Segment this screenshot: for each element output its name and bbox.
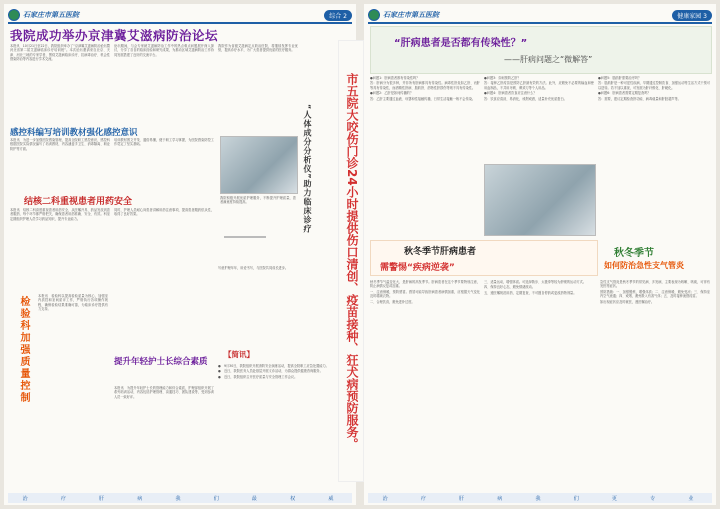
news-brief-list: ● 9月30日，我院组织开展消防安全演练活动，提高全院职工应急处置能力。 ● 近日，我院医务人员赴基层开展义诊活动，为群众提供健康咨询服务。 ● 近日，我院组织召开医疗质量与安全管理工作会议。 [218,364,329,379]
side-article: 写意护理年年，用爱书写，与医院共同成长进步。 [218,266,289,270]
left-page [4,4,356,505]
lab-article: 本报讯 检验科以提高检验质量为核心，加强室内质控和室间质评工作，严格执行各项操作规程，确保检验结果准确可靠，为临床诊疗提供有力支持。 [38,294,108,312]
lead-article-col-3: 我院作为省级艾滋病定点收治医院，将继续发挥专业优势，提高诊疗水平，为广大患者提供优质的医疗服务。 [218,44,298,53]
left-footer-char: 最 [251,495,261,502]
left-footer-char: 病 [137,495,147,502]
autumn-title: 秋冬季节肝病患者 [404,247,477,257]
season-subtitle: 如何防治急性支气管炎 [604,261,684,270]
bronchitis-article: 急性支气管炎是秋冬季节的常见病、多发病，主要表现为咳嗽、咳痰，可伴有发热等症状。 预防措施：一、加强锻炼，增强体质；二、注意保暖，避免受凉；三、保持室内空气流通；四、戒烟，避免吸入有害气体；五、及时接种流感疫苗。 如出现症状应及时就医，遵医嘱治疗。 [600,280,710,304]
right-footer-char: 疗 [420,495,430,502]
qa-col-2: ●问题3：如何预防乙肝？ 答：接种乙肝疫苗是预防乙肝最有效的方法。此外，应避免不必要的输血和使用血制品，不共用牙刷、剃须刀等个人用品。 ●问题4：肝病患者饮食应注意什么？ 答：饮食应清淡、易消化，戒烟戒酒，适量补充优质蛋白。 [484,76,594,101]
spacer [224,236,266,238]
hospital-logo-icon [8,9,20,21]
left-footer-char: 治 [22,495,32,502]
left-footer-char: 威 [328,495,338,502]
right-brand [368,9,439,21]
right-footer-char: 治 [382,495,392,502]
left-masthead [8,8,352,24]
left-footer-char: 我 [175,495,185,502]
news-brief-label: 【简讯】 [224,350,254,359]
headline-head-nurse: 提升年轻护士长综合素质 [114,357,208,367]
right-footer-char: 病 [497,495,507,502]
right-section-tag: 健康家园 3 [672,10,712,21]
vertical-headline-lab: 检验科加强质量控制 [18,296,29,404]
nurse-article: 本报讯 为提升年轻护士长的管理能力和综合素质，护理部组织开展了系列培训活动，内容包括护理管理、沟通技巧、团队建设等，受到参训人员一致好评。 [114,386,214,399]
lead-article-col-2: 论坛期间，与会专家就艾滋病防治工作中的热点难点问题展开深入探讨，分享了各自的临床经验和研究成果，为推动区域艾滋病防治工作协同发展搭建了良好的交流平台。 [114,44,214,57]
left-brand-name: 石家庄市第五医院 [23,10,79,19]
right-footer-char: 更 [611,495,621,502]
autumn-col-2: 三、适量运动，增强体质。可选择散步、太极拳等较为舒缓的运动方式。 四、保持良好心态，避免情绪波动。 五、遵医嘱规范用药，定期复查，不可擅自停药或更改药物剂量。 [484,280,586,295]
hospital-logo-icon [368,9,380,21]
right-masthead [368,8,712,24]
season-title: 秋冬季节 [614,248,654,259]
left-footer-char: 们 [213,495,223,502]
right-footer-char: 我 [535,495,545,502]
left-footer-char: 肝 [99,495,109,502]
headline-tb-ward: 结核二科重视患者用药安全 [24,197,133,207]
left-footer-char: 疗 [60,495,70,502]
lead-headline: 我院成功举办京津冀艾滋病防治论坛 [10,28,219,43]
left-footer [8,493,352,503]
question-title: “肝病患者是否都有传染性？” [394,38,528,49]
headline-infection-control: 感控科编写培训教材强化感控意识 [10,128,138,138]
qa-col-1: ●问题1：肝病患者都有传染性吗？ 答：肝病分为很多种，并非所有肝病都具有传染性。病毒性肝炎如乙肝、丙肝等具有传染性，而酒精性肝病、脂肪肝、药物性肝损伤等则不具有传染性。 ●问题2：乙肝是如何传播的？ 答：乙肝主要通过血液、母婴和性接触传播，日常生活接触一般不会传染。 [370,76,480,101]
question-subtitle: ——肝病问题之“微解答” [504,55,593,64]
right-page [364,4,716,505]
doctor-photo [484,164,596,236]
infection-article-col-1: 本报讯 为进一步加强医院感染管理，提高全院职工感控意识，感控科根据医院实际情况编写了培训教材，内容涵盖手卫生、消毒隔离、职业防护等方面。 [10,138,110,151]
right-brand-name: 石家庄市第五医院 [383,10,439,19]
news-photo-1 [220,136,298,194]
qa-col-3: ●问题5：脂肪肝需要治疗吗？ 答：脂肪肝是一种可逆性疾病，早期通过控制饮食、加强运动等生活方式干预可以逆转。若不加以重视，可发展为肝纤维化、肝硬化。 ●问题6：肝病患者需要定期复查吗？ 答：需要，建议定期检查肝功能、病毒载量和肝脏超声等。 [598,76,710,101]
autumn-col-1: 秋冬季节气温变化大，是肝病的高发季节。肝病患者在这个季节要特别注意，防止病情反复或加重。 一、注意保暖，预防感冒。感冒可能导致肝病患者病情加重，应根据天气变化及时增减衣物。 二、合理饮食，避免进补过度。 [370,280,480,304]
right-footer [368,493,712,503]
center-banner: 市五院大咬伤门诊24小时提供伤口清创、疫苗接种、狂犬病预防服务。 [338,40,364,482]
infection-article-col-2: 培训教材图文并茂、通俗易懂，便于职工学习掌握，为医院感染防控工作奠定了坚实基础。 [114,138,214,147]
left-footer-char: 权 [290,495,300,502]
right-footer-char: 业 [688,495,698,502]
left-brand [8,9,79,21]
lead-article-col-1: 本报讯 10月21日至22日，我院组织举办了“京津冀艾滋病防治论坛暨河北省第二届艾滋病临床诊疗培训班”。本次论坛邀请来自北京、天津、河北三地的专家学者，围绕艾滋病临床诊疗、抗病毒治疗、机会性感染防治等内容进行学术交流。 [10,44,110,62]
vertical-headline-analyzer: “人体成分分析仪”助力临床诊疗 [303,104,312,234]
right-footer-char: 肝 [459,495,469,502]
tb-article-col-1: 本报讯 结核二科高度重视患者用药安全，从医嘱开具、药品发放到患者服药，每个环节都严格把关，确保患者用药准确、安全、有效。科室定期组织护理人员学习药品知识，提升专业能力。 [10,208,110,221]
right-footer-char: 们 [573,495,583,502]
tb-article-col-2: 同时，护理人员耐心向患者讲解用药注意事项，提高患者服药依从性，取得了良好效果。 [114,208,214,217]
left-section-tag: 综合 2 [324,10,352,21]
autumn-subtitle: 需警惕“疾病逆袭” [380,263,455,273]
right-footer-char: 专 [650,495,660,502]
ward-article: 我院积极开展优质护理服务，不断提升护理质量，患者满意度持续提高。 [220,196,296,205]
